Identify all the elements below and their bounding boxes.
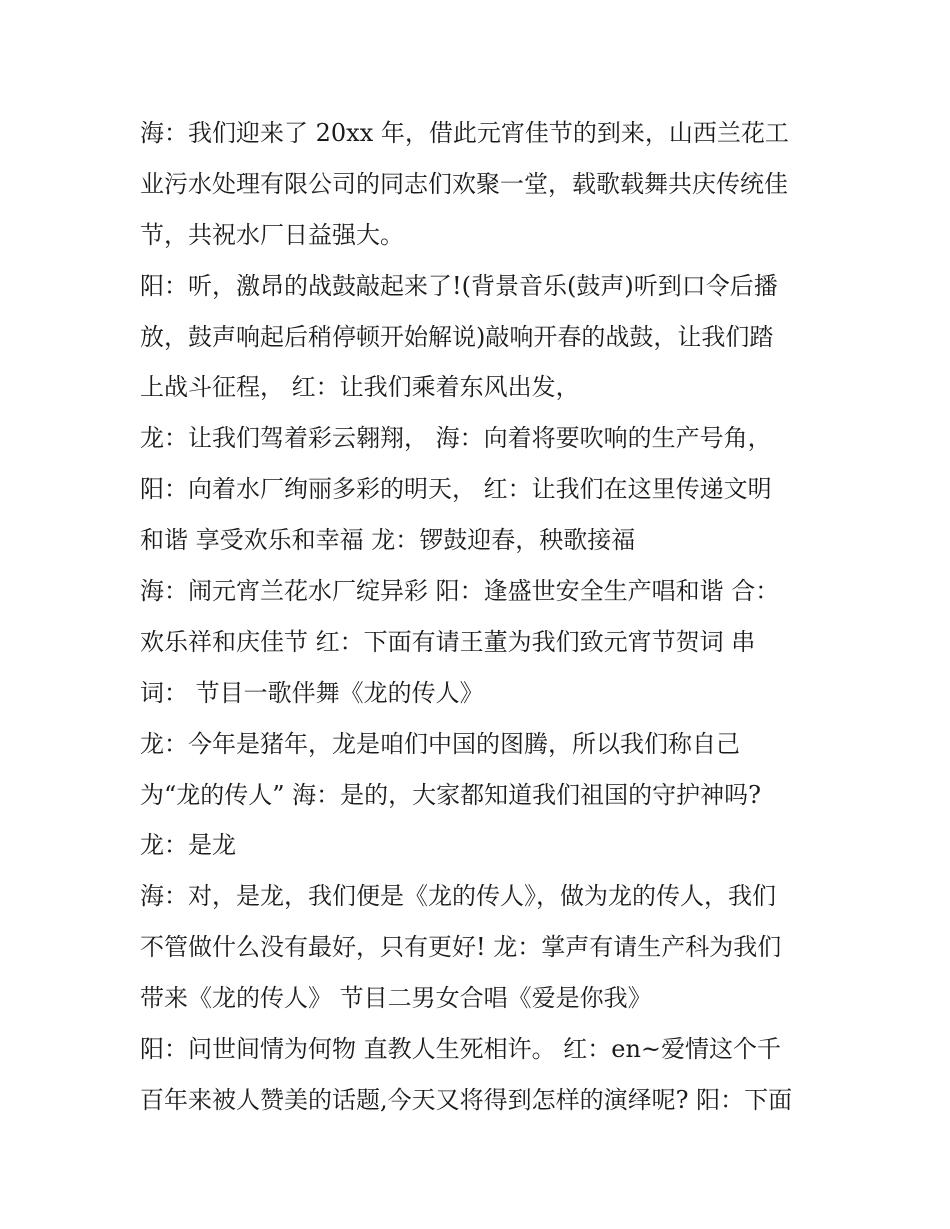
text-line: 欢乐祥和庆佳节 红：下面有请王董为我们致元宵节贺词 串 [140, 627, 756, 656]
text-line: 百年来被人赞美的话题,今天又将得到怎样的演绎呢? 阳：下面 [140, 1085, 793, 1114]
text-line: 龙：今年是猪年，龙是咱们中国的图腾，所以我们称自己 [140, 729, 740, 758]
text-line: 海：我们迎来了 20xx 年，借此元宵佳节的到来，山西兰花工 [140, 119, 789, 147]
text-line: 海：对，是龙，我们便是《龙的传人》，做为龙的传人，我们 [140, 882, 776, 911]
script-text [140, 108, 840, 1126]
text-line: 和谐 享受欢乐和幸福 龙：锣鼓迎春，秧歌接福 [140, 526, 636, 555]
text-line: 为“龙的传人” 海：是的，大家都知道我们祖国的守护神吗? [140, 780, 762, 809]
text-line: 龙：是龙 [140, 831, 236, 860]
text-line: 带来《龙的传人》 节目二男女合唱《爱是你我》 [140, 984, 652, 1013]
text-line: 业污水处理有限公司的同志们欢聚一堂，载歌载舞共庆传统佳 [140, 169, 788, 198]
text-line: 词： 节目一歌伴舞《龙的传人》 [140, 678, 484, 707]
text-line: 阳：听，激昂的战鼓敲起来了!(背景音乐(鼓声)听到口令后播 [140, 271, 778, 300]
text-line: 上战斗征程， 红：让我们乘着东风出发， [140, 373, 580, 402]
text-line: 阳：向着水厂绚丽多彩的明天， 红：让我们在这里传递文明 [140, 475, 772, 504]
text-line: 海：闹元宵兰花水厂绽异彩 阳：逢盛世安全生产唱和谐 合： [140, 577, 780, 606]
text-line: 龙：让我们驾着彩云翱翔， 海：向着将要吹响的生产号角， [140, 424, 772, 453]
text-line: 阳：问世间情为何物 直教人生死相许。 红：en~爱情这个千 [140, 1035, 782, 1064]
text-line: 不管做什么没有最好，只有更好! 龙：掌声有请生产科为我们 [140, 933, 782, 962]
text-line: 放，鼓声响起后稍停顿开始解说)敲响开春的战鼓，让我们踏 [140, 322, 774, 351]
text-line: 节，共祝水厂日益强大。 [140, 220, 404, 249]
